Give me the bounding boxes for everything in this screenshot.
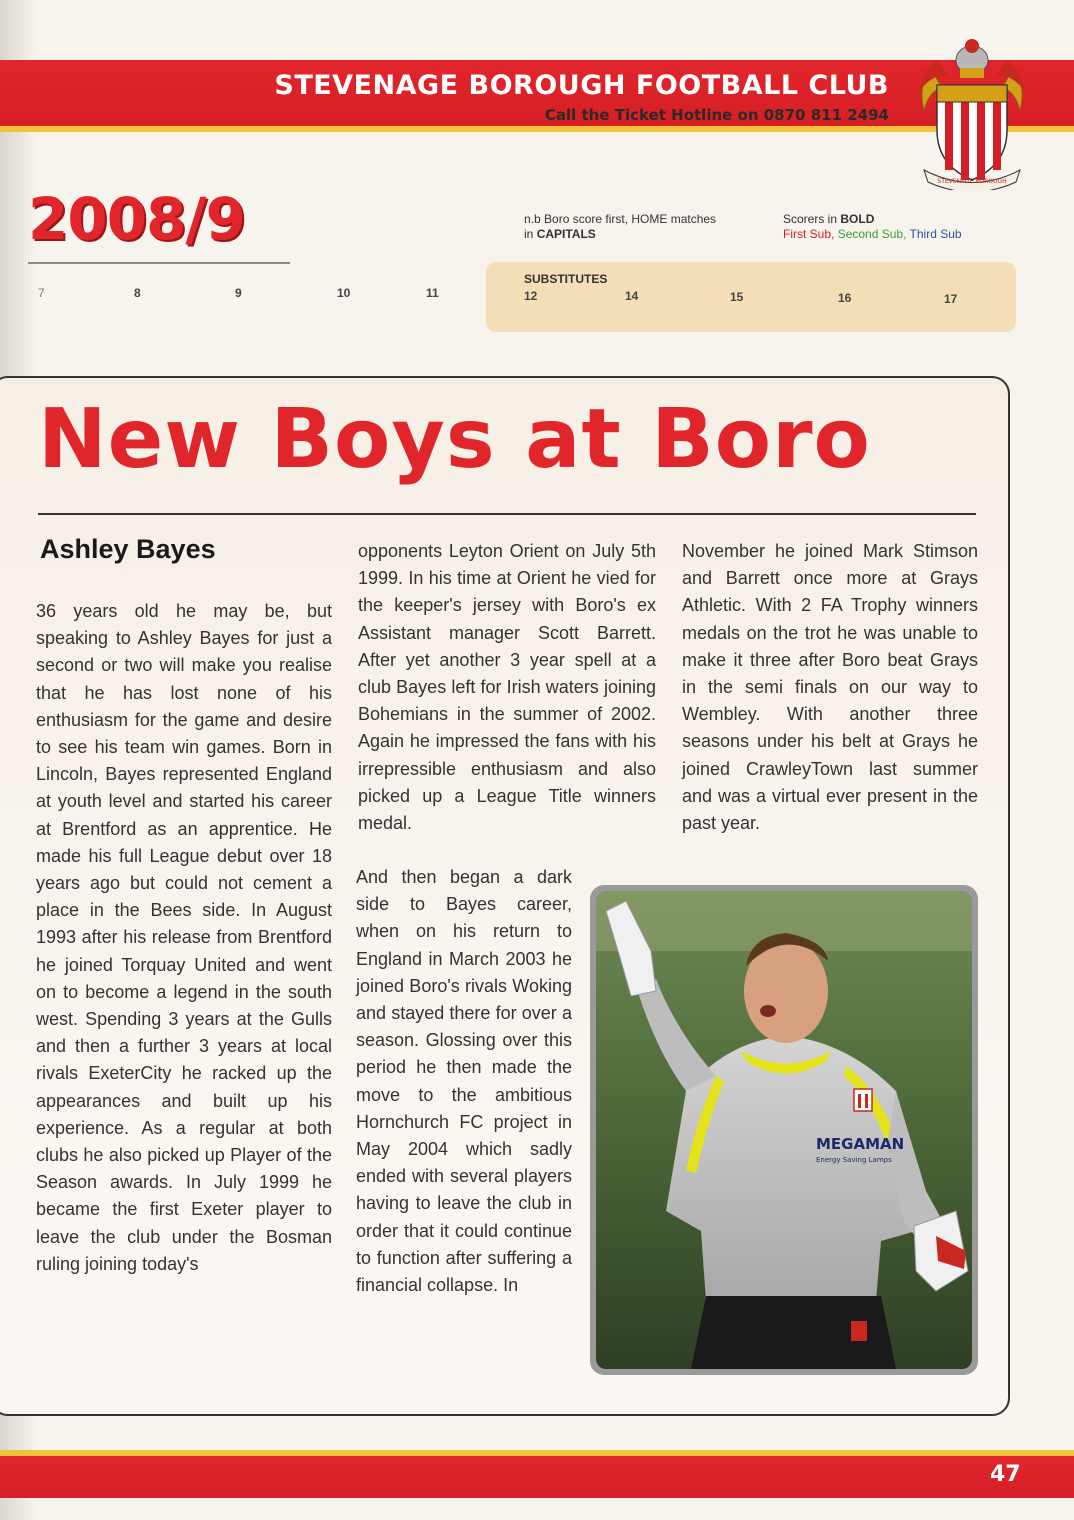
- sub-number: 16: [838, 291, 852, 305]
- shirt-sponsor-sub: Energy Saving Lamps: [816, 1156, 892, 1164]
- shirt-number: 9: [235, 286, 242, 300]
- sub-number: 12: [524, 289, 538, 303]
- club-crest-icon: [912, 30, 1032, 190]
- score-note: n.b Boro score first, HOME matches in CAPITALS: [524, 212, 717, 241]
- club-name: STEVENAGE BOROUGH FOOTBALL CLUB: [274, 70, 889, 101]
- sub-number: 14: [625, 289, 639, 303]
- article-headline: New Boys at Boro: [38, 392, 871, 487]
- shirt-number: 7: [38, 286, 45, 300]
- article-column-2-bottom: And then began a dark side to Bayes career, when on his return to England in March 2003 he joined Boro's rivals Woking and stayed there for over a season. Glossing over this period he then made the move to the ambitious Hornchurch FC project in May 2004 which sadly ended with several players having to leave the club in order that it could continue to function after suffering a financial collapse. In: [356, 867, 572, 1296]
- goalkeeper-photo: [596, 891, 972, 1369]
- shirt-sponsor: MEGAMAN: [816, 1135, 905, 1153]
- article-column-3: November he joined Mark Stimson and Barrett once more at Grays Athletic. With 2 FA Trophy winners medals on the trot he was unable to make it three after Boro beat Grays in the semi finals on our way to Wembley. With another three seasons under his belt at Grays he joined CrawleyTown last summer and was a virtual ever present in the past year.: [682, 541, 978, 834]
- first-sub-key: First Sub: [783, 227, 832, 241]
- second-sub-key: Second Sub: [837, 227, 904, 241]
- headline-rule: [38, 513, 976, 515]
- substitutes-label: SUBSTITUTES: [524, 272, 608, 286]
- third-sub-key: Third Sub: [909, 227, 962, 241]
- sub-number: 15: [730, 290, 744, 304]
- article-subhead: Ashley Bayes: [40, 534, 216, 564]
- article-column-2-top: opponents Leyton Orient on July 5th 1999. In his time at Orient he vied for the keeper's jersey with Boro's ex Assistant manager Scott Barrett. After yet another 3 year spell at a club Bayes left for Irish waters joining Bohemians in the summer of 2002. Again he impressed the fans with his irrepressible enthusiasm and also picked up a League Title winners medal.: [358, 541, 656, 834]
- season-title: 2008/9: [28, 185, 245, 253]
- scorers-key: Scorers in BOLD First Sub, Second Sub, Third Sub: [783, 212, 962, 241]
- page-number: 47: [990, 1462, 1021, 1487]
- ticket-hotline: Call the Ticket Hotline on 0870 811 2494: [544, 106, 889, 124]
- shirt-number: 8: [134, 286, 141, 300]
- sub-number: 17: [944, 292, 958, 306]
- crest-motto: STEVENAGE BOROUGH: [937, 178, 1007, 185]
- shirt-number: 11: [426, 286, 439, 300]
- season-rule: [28, 262, 290, 264]
- shirt-number: 10: [337, 286, 351, 300]
- article-column-1: 36 years old he may be, but speaking to Ashley Bayes for just a second or two will make you realise that he has lost none of his enthusiasm for the game and desire to see his team win games. Born in Lincoln, Bayes represented England at youth level and started his career at Brentford as an apprentice. He made his full League debut over 18 years ago but could not cement a place in the Bees side. In August 1993 after his release from Brentford he joined Torquay United and went on to become a legend in the south west. Spending 3 years at the Gulls and then a further 3 years at local rivals ExeterCity he racked up the appearances and built up his experience. As a regular at both clubs he also picked up Player of the Season awards. In July 1999 he became the first Exeter player to leave the club under the Bosman ruling joining today's: [36, 601, 332, 1274]
- footer-banner: [0, 1450, 1074, 1498]
- player-photo-frame: [590, 885, 978, 1375]
